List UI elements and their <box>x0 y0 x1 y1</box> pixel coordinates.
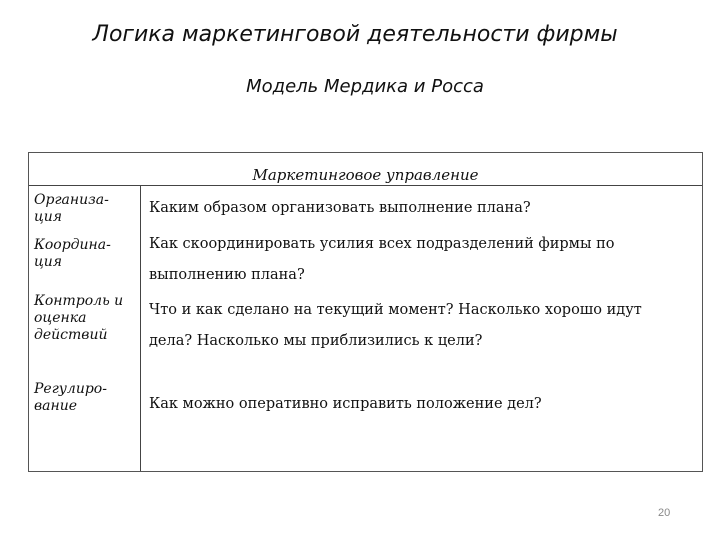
row-label-organization: Организа- ция <box>34 192 109 225</box>
page-number: 20 <box>658 507 671 519</box>
row-label-regulation: Регулиро- вание <box>34 381 107 414</box>
column-divider <box>140 185 141 471</box>
row-text-coordination-line1: Как скоординировать усилия всех подразделений фирмы по <box>149 236 615 252</box>
row-text-control-line2: дела? Насколько мы приблизились к цели? <box>149 333 483 349</box>
row-text-coordination-line2: выполнению плана? <box>149 267 305 283</box>
table-header: Маркетинговое управление <box>29 153 702 186</box>
row-label-control: Контроль и оценка действий <box>34 293 124 343</box>
row-label-coordination: Координа- ция <box>34 237 111 270</box>
marketing-management-table <box>28 152 703 472</box>
row-text-control-line1: Что и как сделано на текущий момент? Насколько хорошо идут <box>149 302 642 318</box>
slide-title: Логика маркетинговой деятельности фирмы <box>92 22 618 47</box>
slide-subtitle: Модель Мердика и Росса <box>246 76 484 97</box>
row-text-organization: Каким образом организовать выполнение плана? <box>149 200 531 216</box>
row-text-regulation: Как можно оперативно исправить положение дел? <box>149 396 542 412</box>
